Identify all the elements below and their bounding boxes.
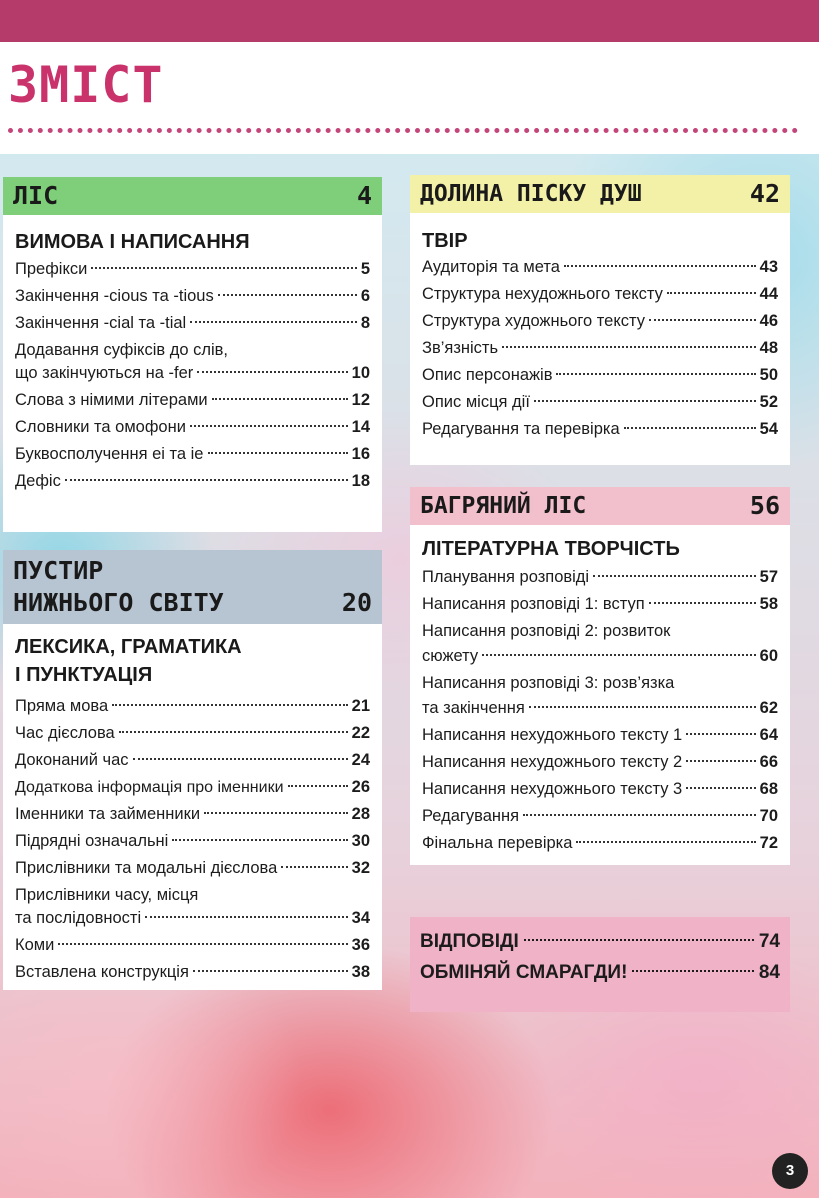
toc-entry-page: 68 [759, 780, 778, 798]
dot-leader [624, 427, 756, 429]
dot-leader [593, 575, 756, 577]
toc-entry[interactable] [422, 722, 778, 749]
dot-leader [649, 602, 756, 604]
section-subhead: ВИМОВА І НАПИСАННЯ [15, 231, 250, 253]
toc-entry-page: 60 [759, 647, 778, 665]
dot-leader [686, 760, 755, 762]
toc-entry[interactable] [15, 387, 370, 414]
dot-leader [197, 371, 347, 373]
toc-entry-text: Підрядні означальні [15, 832, 169, 850]
toc-entry-page: 38 [351, 963, 370, 981]
title-divider [8, 128, 798, 133]
toc-entry-text: Словники та омофони [15, 418, 186, 436]
section-page-number: 20 [341, 588, 372, 617]
dot-leader [145, 916, 348, 918]
page-number-badge: 3 [772, 1153, 808, 1189]
toc-entry[interactable] [422, 591, 778, 618]
section-subhead: ЛІТЕРАТУРНА ТВОРЧІСТЬ [422, 538, 680, 560]
section-title-line2: НИЖНЬОГО СВІТУ [13, 588, 224, 617]
toc-entry-text: сюжету [422, 647, 479, 665]
dot-leader [204, 812, 348, 814]
toc-entry-text: Прислівники та модальні дієслова [15, 859, 278, 877]
toc-entry-text: ОБМІНЯЙ СМАРАГДИ! [420, 962, 628, 983]
toc-entry[interactable] [15, 747, 370, 774]
toc-entry[interactable] [15, 720, 370, 747]
toc-entry-text: Зв’язність [422, 339, 499, 357]
toc-entry-text: Написання нехудожнього тексту 1 [422, 726, 683, 744]
section-subhead-line2: І ПУНКТУАЦІЯ [15, 664, 153, 686]
toc-entry-page: 57 [759, 568, 778, 586]
dot-leader [112, 704, 347, 706]
toc-entry-text: Планування розповіді [422, 568, 590, 586]
toc-entry-text: Префікси [15, 260, 88, 278]
toc-entry-text: Закінчення -cial та -tial [15, 314, 187, 332]
dot-leader [65, 479, 348, 481]
toc-entry[interactable] [422, 695, 778, 722]
toc-entry-page: 24 [351, 751, 370, 769]
toc-entry[interactable] [15, 468, 370, 495]
toc-entry-page: 54 [759, 420, 778, 438]
section-subhead-line1: ЛЕКСИКА, ГРАМАТИКА [15, 636, 242, 658]
dot-leader [281, 866, 347, 868]
toc-entry-text: Структура художнього тексту [422, 312, 645, 330]
dot-leader [218, 294, 357, 296]
toc-entry[interactable] [422, 416, 778, 443]
toc-entry[interactable] [422, 389, 778, 416]
section-nether [3, 550, 382, 990]
toc-entry-page: 52 [759, 393, 778, 411]
toc-entry-text-line1: Прислівники часу, місця [15, 886, 199, 904]
toc-entry-text: Написання нехудожнього тексту 2 [422, 753, 683, 771]
toc-entry-page: 32 [351, 859, 370, 877]
toc-entry-page: 5 [360, 260, 370, 278]
dot-leader [193, 970, 348, 972]
toc-entry-text: Аудиторія та мета [422, 258, 560, 276]
dot-leader [119, 731, 348, 733]
toc-entry[interactable] [422, 308, 778, 335]
page-title: ЗМІСТ [8, 56, 164, 114]
section-page-number: 42 [749, 179, 780, 208]
toc-entry-text: Редагування та перевірка [422, 420, 620, 438]
section-forest [3, 177, 382, 532]
toc-entry[interactable] [422, 830, 778, 857]
toc-entry-page: 21 [351, 697, 370, 715]
toc-entry-page: 10 [351, 364, 370, 382]
toc-entry-page: 8 [360, 314, 370, 332]
dot-leader [564, 265, 756, 267]
toc-entry-text: Написання розповіді 1: вступ [422, 595, 645, 613]
toc-entry-page: 18 [351, 472, 370, 490]
toc-entry-text: Опис персонажів [422, 366, 553, 384]
toc-entry-page: 72 [759, 834, 778, 852]
section-header-soul-sand-valley[interactable] [410, 175, 790, 213]
toc-entry-text: ВІДПОВІДІ [420, 931, 519, 952]
toc-entry-text: що закінчуються на -fer [15, 364, 194, 382]
toc-entry-text-line1: Написання розповіді 2: розвиток [422, 622, 671, 640]
toc-entry-page: 66 [759, 753, 778, 771]
section-title: БАГРЯНИЙ ЛІС [420, 493, 587, 519]
toc-entry[interactable] [15, 828, 370, 855]
section-header-nether[interactable] [3, 550, 382, 624]
toc-entry-text: Доконаний час [15, 751, 129, 769]
toc-entry-text: Вставлена конструкція [15, 963, 189, 981]
toc-entry[interactable] [422, 643, 778, 670]
toc-entry-page: 58 [759, 595, 778, 613]
section-soul-sand-valley [410, 175, 790, 465]
dot-leader [212, 398, 348, 400]
dot-leader [190, 321, 357, 323]
toc-entry-page: 14 [351, 418, 370, 436]
toc-entry-page: 30 [351, 832, 370, 850]
toc-entry-text: Додаткова інформація про іменники [15, 779, 284, 796]
toc-entry-text: Іменники та займенники [15, 805, 201, 823]
toc-entry[interactable] [422, 803, 778, 830]
dot-leader [502, 346, 756, 348]
toc-entry-text: Редагування [422, 807, 520, 825]
toc-entry-text: Написання нехудожнього тексту 3 [422, 780, 683, 798]
toc-entry[interactable] [422, 362, 778, 389]
toc-entry-page: 6 [360, 287, 370, 305]
section-page-number: 56 [749, 491, 780, 520]
dot-leader [523, 814, 756, 816]
toc-entry-text: Буквосполучення ei та ie [15, 445, 204, 463]
toc-entry[interactable] [15, 932, 370, 959]
toc-entry[interactable] [422, 776, 778, 803]
dot-leader [556, 373, 755, 375]
toc-entry-page: 70 [759, 807, 778, 825]
toc-entry-text: Структура нехудожнього тексту [422, 285, 663, 303]
dot-leader [649, 319, 756, 321]
toc-entry-page: 46 [759, 312, 778, 330]
section-subhead: ТВІР [422, 230, 468, 252]
toc-entry-text: Коми [15, 936, 55, 954]
toc-entry-text: та послідовності [15, 909, 142, 927]
dot-leader [632, 970, 753, 972]
toc-entry-text-line1: Додавання суфіксів до слів, [15, 341, 228, 359]
toc-entry-page: 36 [351, 936, 370, 954]
toc-entry-page: 12 [351, 391, 370, 409]
dot-leader [208, 452, 348, 454]
dot-leader [190, 425, 348, 427]
dot-leader [686, 787, 755, 789]
toc-entry[interactable] [15, 693, 370, 720]
toc-entry-text-line1: Написання розповіді 3: розв’язка [422, 674, 675, 692]
toc-entry[interactable] [15, 360, 370, 387]
dot-leader [288, 785, 348, 787]
toc-entry-text: Час дієслова [15, 724, 115, 742]
toc-entry-page: 64 [759, 726, 778, 744]
toc-entry-page: 74 [758, 931, 780, 952]
toc-entry-text: Опис місця дії [422, 393, 530, 411]
section-title: ЛІС [13, 181, 59, 210]
section-crimson-forest [410, 487, 790, 865]
toc-entry[interactable] [422, 254, 778, 281]
section-title: ДОЛИНА ПІСКУ ДУШ [420, 181, 642, 207]
section-header-crimson-forest[interactable] [410, 487, 790, 525]
toc-entry-page: 44 [759, 285, 778, 303]
dot-leader [133, 758, 348, 760]
toc-entry[interactable] [422, 281, 778, 308]
dot-leader [667, 292, 756, 294]
dot-leader [482, 654, 756, 656]
toc-entry[interactable] [422, 749, 778, 776]
toc-entry-page: 34 [351, 909, 370, 927]
toc-entry-page: 26 [351, 778, 370, 796]
dot-leader [91, 267, 356, 269]
toc-entry[interactable] [15, 855, 370, 882]
section-header-forest[interactable] [3, 177, 382, 215]
toc-entry-answers[interactable] [420, 927, 780, 957]
toc-entry-text: Фінальна перевірка [422, 834, 573, 852]
toc-entry-page: 62 [759, 699, 778, 717]
toc-entry-page: 16 [351, 445, 370, 463]
dot-leader [524, 939, 754, 941]
toc-entry[interactable] [15, 441, 370, 468]
toc-entry[interactable] [15, 283, 370, 310]
dot-leader [58, 943, 347, 945]
answers-box [410, 917, 790, 1012]
dot-leader [686, 733, 755, 735]
toc-entry-emeralds[interactable] [420, 958, 780, 988]
toc-entry[interactable] [15, 414, 370, 441]
dot-leader [534, 400, 756, 402]
toc-entry-text: Слова з німими літерами [15, 391, 208, 409]
toc-entry-text: Закінчення -cious та -tious [15, 287, 214, 305]
toc-entry[interactable] [15, 774, 370, 801]
toc-entry-page: 50 [759, 366, 778, 384]
toc-entry[interactable] [15, 959, 370, 986]
toc-entry[interactable] [15, 801, 370, 828]
dot-leader [172, 839, 347, 841]
top-color-bar [0, 0, 819, 42]
toc-entry-page: 48 [759, 339, 778, 357]
toc-entry-text: та закінчення [422, 699, 525, 717]
toc-entry-text: Дефіс [15, 472, 61, 490]
dot-leader [529, 706, 756, 708]
section-page-number: 4 [356, 181, 372, 210]
toc-entry[interactable] [15, 256, 370, 283]
toc-entry-page: 43 [759, 258, 778, 276]
toc-entry[interactable] [15, 310, 370, 337]
toc-entry[interactable] [15, 905, 370, 932]
toc-entry-page: 22 [351, 724, 370, 742]
section-title-line1: ПУСТИР [13, 556, 104, 585]
toc-entry[interactable] [422, 335, 778, 362]
toc-entry-text: Пряма мова [15, 697, 109, 715]
toc-entry-page: 28 [351, 805, 370, 823]
dot-leader [576, 841, 755, 843]
toc-entry-page: 84 [758, 962, 780, 983]
toc-entry[interactable] [422, 564, 778, 591]
